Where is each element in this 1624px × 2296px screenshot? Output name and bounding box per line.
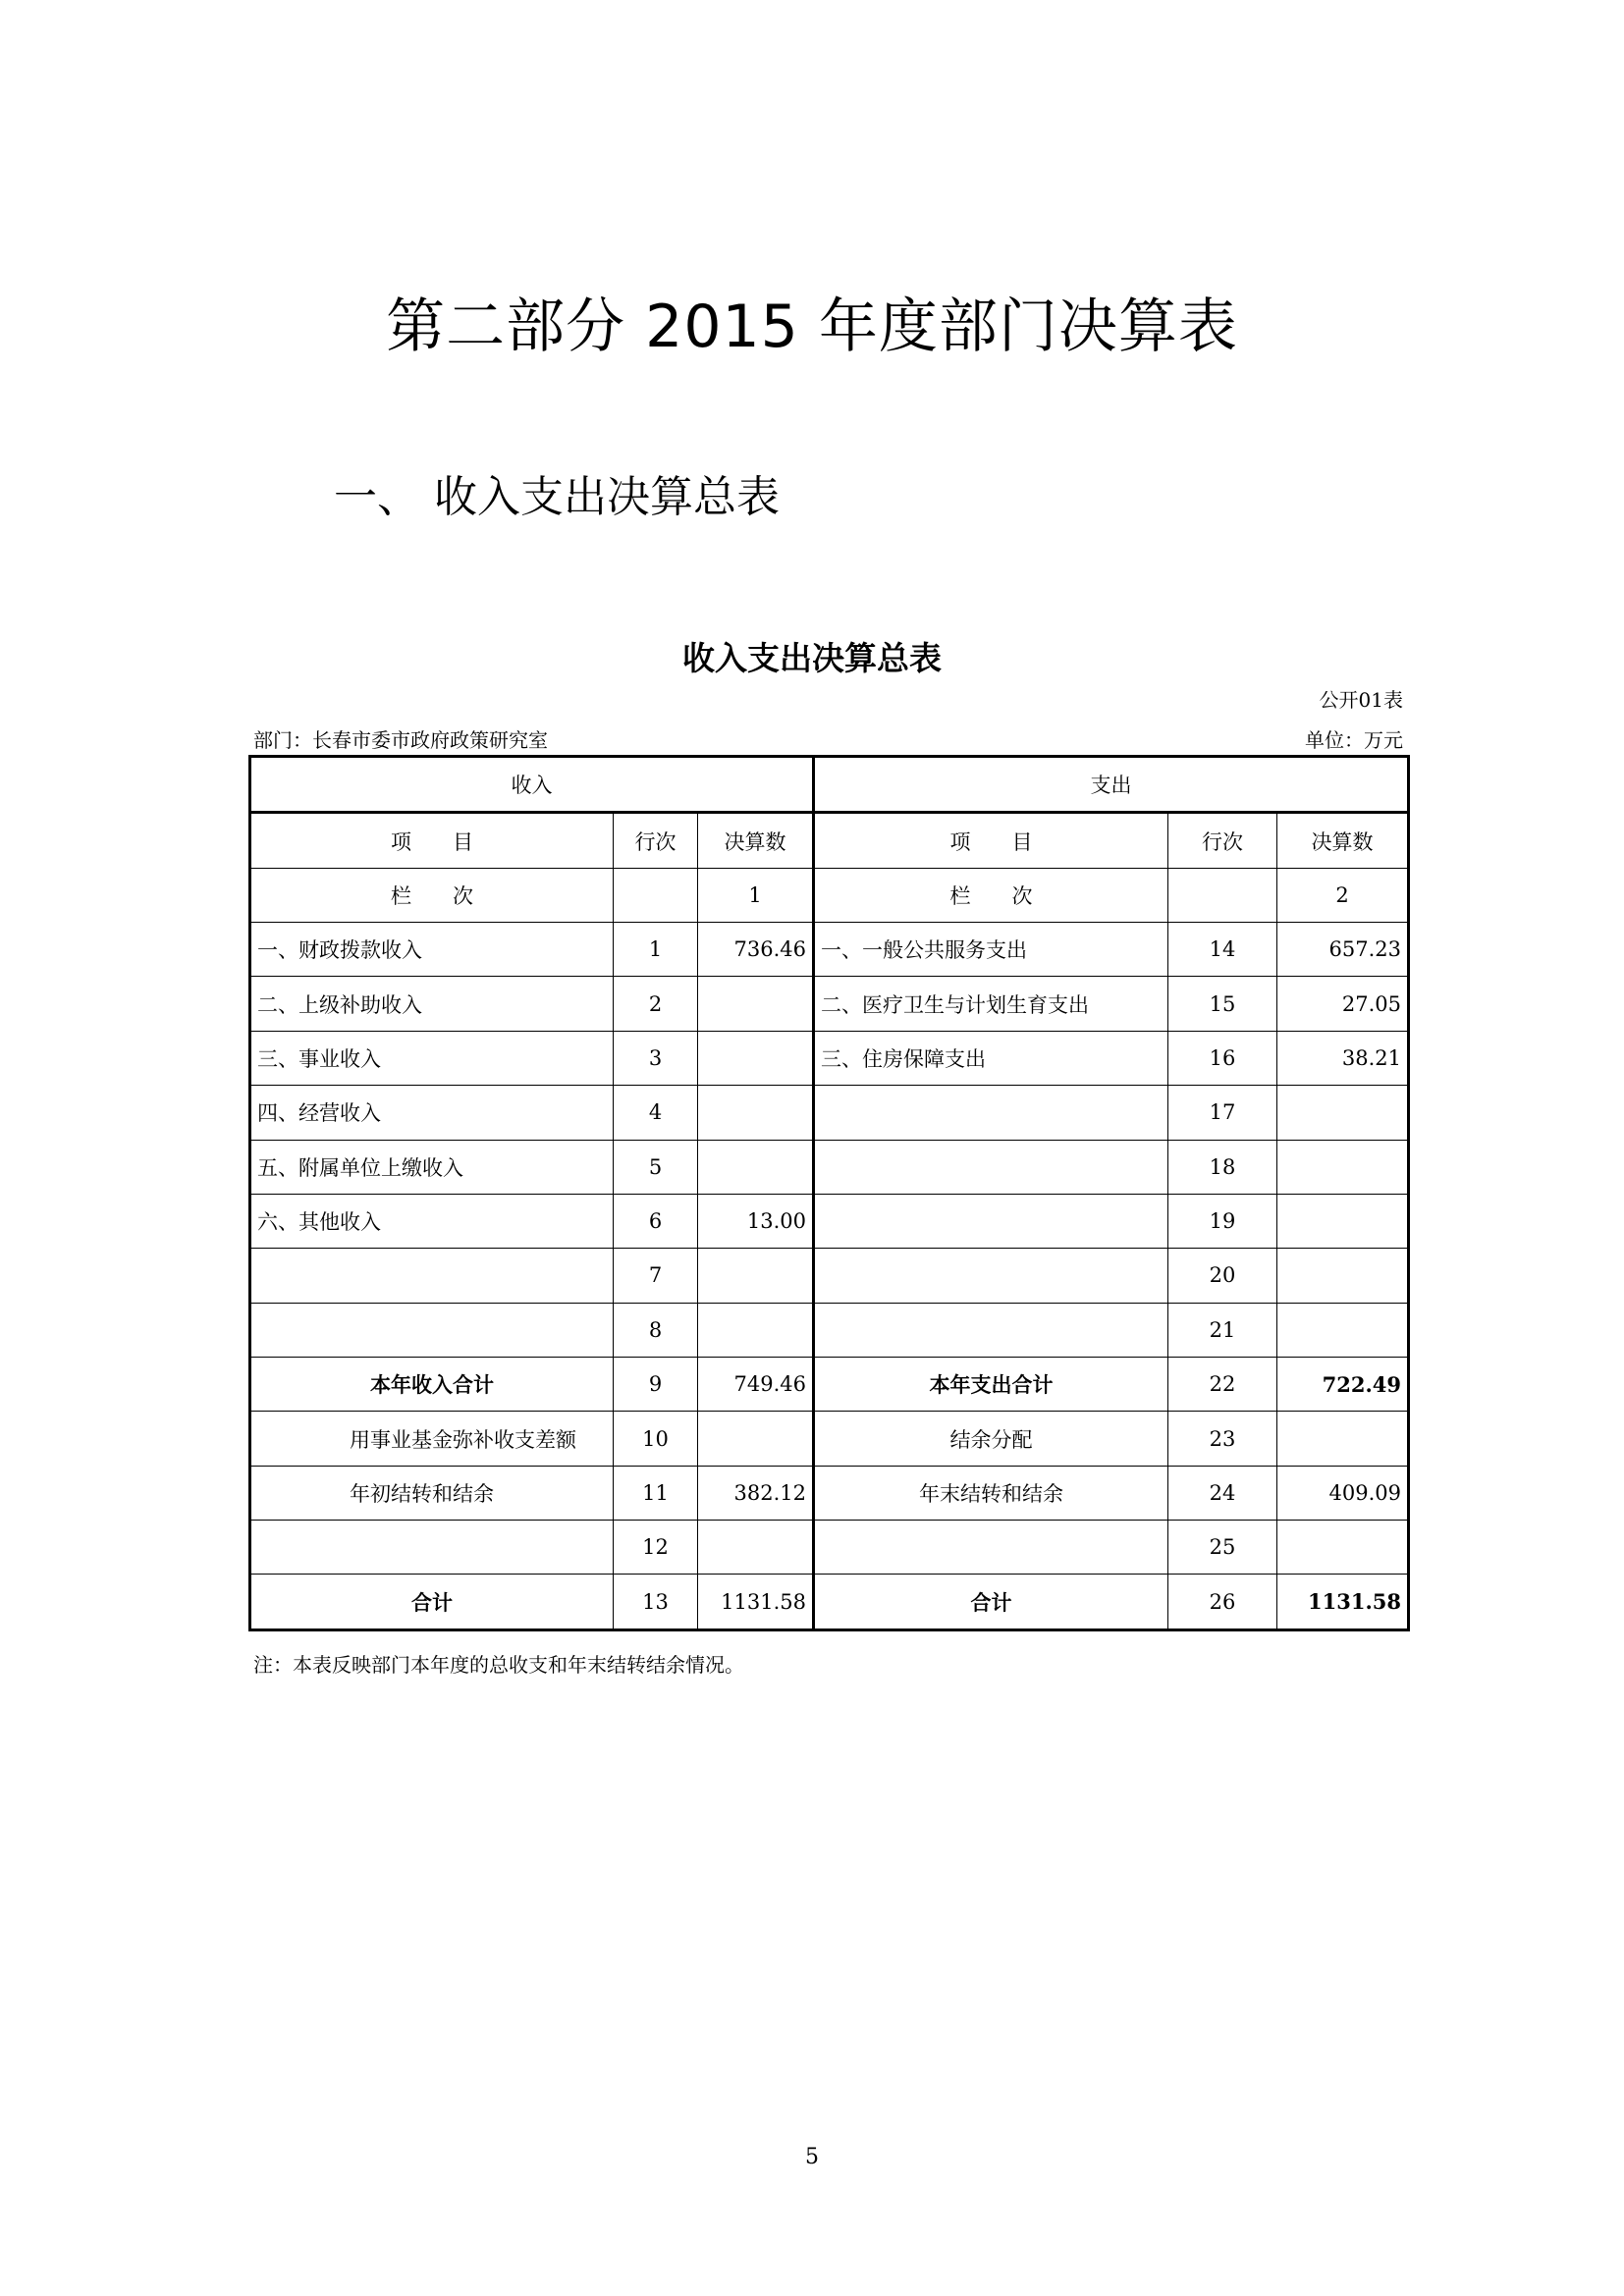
expense-amount (1277, 1086, 1409, 1140)
expense-amount: 409.09 (1277, 1466, 1409, 1520)
table-row (250, 977, 1409, 1031)
income-row-no: 11 (614, 1466, 698, 1520)
income-item: 二、上级补助收入 (250, 977, 614, 1031)
income-amount: 736.46 (698, 923, 814, 977)
income-amount (698, 1031, 814, 1085)
expense-item (814, 1194, 1168, 1248)
expense-row-no: 23 (1168, 1412, 1277, 1466)
expense-item (814, 1140, 1168, 1194)
expense-row-no: 15 (1168, 977, 1277, 1031)
expense-row-no: 24 (1168, 1466, 1277, 1520)
year-total-row (250, 1357, 1409, 1411)
table-row (250, 1086, 1409, 1140)
income-item-header: 项 目 (250, 813, 614, 868)
income-item: 年初结转和结余 (250, 1466, 614, 1520)
expense-amount-header: 决算数 (1277, 813, 1409, 868)
expense-year-total-amount: 722.49 (1277, 1357, 1409, 1411)
income-header: 收入 (250, 757, 814, 813)
expense-column-blank (1168, 868, 1277, 922)
income-row-no: 12 (614, 1521, 698, 1575)
expense-grand-total-label: 合计 (814, 1575, 1168, 1630)
section-title: 一、 收入支出决算总表 (334, 472, 780, 522)
income-column-number: 1 (698, 868, 814, 922)
expense-row-no: 18 (1168, 1140, 1277, 1194)
expense-item-header: 项 目 (814, 813, 1168, 868)
expense-item (814, 1249, 1168, 1303)
expense-grand-total-amount: 1131.58 (1277, 1575, 1409, 1630)
income-row-no: 7 (614, 1249, 698, 1303)
column-header-row (250, 813, 1409, 868)
income-amount (698, 1412, 814, 1466)
column-number-row (250, 868, 1409, 922)
expense-item: 结余分配 (814, 1412, 1168, 1466)
income-row-no: 6 (614, 1194, 698, 1248)
income-item: 四、经营收入 (250, 1086, 614, 1140)
income-item: 三、事业收入 (250, 1031, 614, 1085)
table-header-band (250, 757, 1409, 813)
expense-item: 年末结转和结余 (814, 1466, 1168, 1520)
expense-amount (1277, 1140, 1409, 1194)
income-row-no: 2 (614, 977, 698, 1031)
income-row-no: 8 (614, 1303, 698, 1357)
form-code: 公开01表 (1319, 688, 1403, 712)
expense-amount: 657.23 (1277, 923, 1409, 977)
income-row-no: 5 (614, 1140, 698, 1194)
expense-row-no: 16 (1168, 1031, 1277, 1085)
income-row-no: 4 (614, 1086, 698, 1140)
expense-column-label: 栏 次 (814, 868, 1168, 922)
table-row (250, 1249, 1409, 1303)
expense-item (814, 1521, 1168, 1575)
expense-header: 支出 (814, 757, 1409, 813)
income-amount (698, 1303, 814, 1357)
table-row (250, 1466, 1409, 1520)
expense-row-no: 25 (1168, 1521, 1277, 1575)
table-row (250, 923, 1409, 977)
expense-item: 三、住房保障支出 (814, 1031, 1168, 1085)
expense-amount (1277, 1194, 1409, 1248)
income-column-label: 栏 次 (250, 868, 614, 922)
income-amount: 13.00 (698, 1194, 814, 1248)
page-number: 5 (805, 2145, 819, 2169)
income-item: 用事业基金弥补收支差额 (250, 1412, 614, 1466)
income-column-blank (614, 868, 698, 922)
expense-row-no: 19 (1168, 1194, 1277, 1248)
expense-amount (1277, 1412, 1409, 1466)
income-amount: 382.12 (698, 1466, 814, 1520)
expense-item: 二、医疗卫生与计划生育支出 (814, 977, 1168, 1031)
income-rowno-header: 行次 (614, 813, 698, 868)
income-row-no: 13 (614, 1575, 698, 1630)
income-row-no: 3 (614, 1031, 698, 1085)
table-row (250, 1140, 1409, 1194)
expense-row-no: 20 (1168, 1249, 1277, 1303)
income-item (250, 1521, 614, 1575)
expense-rowno-header: 行次 (1168, 813, 1277, 868)
expense-row-no: 21 (1168, 1303, 1277, 1357)
part-title: 第二部分 2015 年度部门决算表 (386, 293, 1238, 361)
expense-row-no: 14 (1168, 923, 1277, 977)
income-item (250, 1303, 614, 1357)
expense-column-number: 2 (1277, 868, 1409, 922)
income-year-total-amount: 749.46 (698, 1357, 814, 1411)
table-row (250, 1031, 1409, 1085)
expense-amount (1277, 1249, 1409, 1303)
table-title: 收入支出决算总表 (682, 639, 942, 677)
expense-row-no: 26 (1168, 1575, 1277, 1630)
income-amount (698, 1521, 814, 1575)
expense-item: 一、一般公共服务支出 (814, 923, 1168, 977)
income-row-no: 9 (614, 1357, 698, 1411)
expense-amount: 27.05 (1277, 977, 1409, 1031)
income-amount-header: 决算数 (698, 813, 814, 868)
table-row (250, 1521, 1409, 1575)
expense-amount (1277, 1521, 1409, 1575)
expense-amount: 38.21 (1277, 1031, 1409, 1085)
income-item: 一、财政拨款收入 (250, 923, 614, 977)
table-row (250, 1412, 1409, 1466)
expense-item (814, 1303, 1168, 1357)
table-row (250, 1194, 1409, 1248)
table-note: 注：本表反映部门本年度的总收支和年末结转结余情况。 (253, 1653, 744, 1677)
income-item: 五、附属单位上缴收入 (250, 1140, 614, 1194)
expense-row-no: 22 (1168, 1357, 1277, 1411)
income-row-no: 1 (614, 923, 698, 977)
income-expense-table (248, 755, 1410, 1631)
income-amount (698, 1140, 814, 1194)
expense-item (814, 1086, 1168, 1140)
income-grand-total-label: 合计 (250, 1575, 614, 1630)
expense-amount (1277, 1303, 1409, 1357)
table-row (250, 1303, 1409, 1357)
income-year-total-label: 本年收入合计 (250, 1357, 614, 1411)
unit-label: 单位：万元 (1305, 728, 1403, 752)
income-item (250, 1249, 614, 1303)
income-row-no: 10 (614, 1412, 698, 1466)
income-grand-total-amount: 1131.58 (698, 1575, 814, 1630)
department-label: 部门：长春市委市政府政策研究室 (253, 728, 548, 752)
income-item: 六、其他收入 (250, 1194, 614, 1248)
grand-total-row (250, 1575, 1409, 1630)
income-amount (698, 1086, 814, 1140)
expense-year-total-label: 本年支出合计 (814, 1357, 1168, 1411)
income-amount (698, 1249, 814, 1303)
expense-row-no: 17 (1168, 1086, 1277, 1140)
income-amount (698, 977, 814, 1031)
